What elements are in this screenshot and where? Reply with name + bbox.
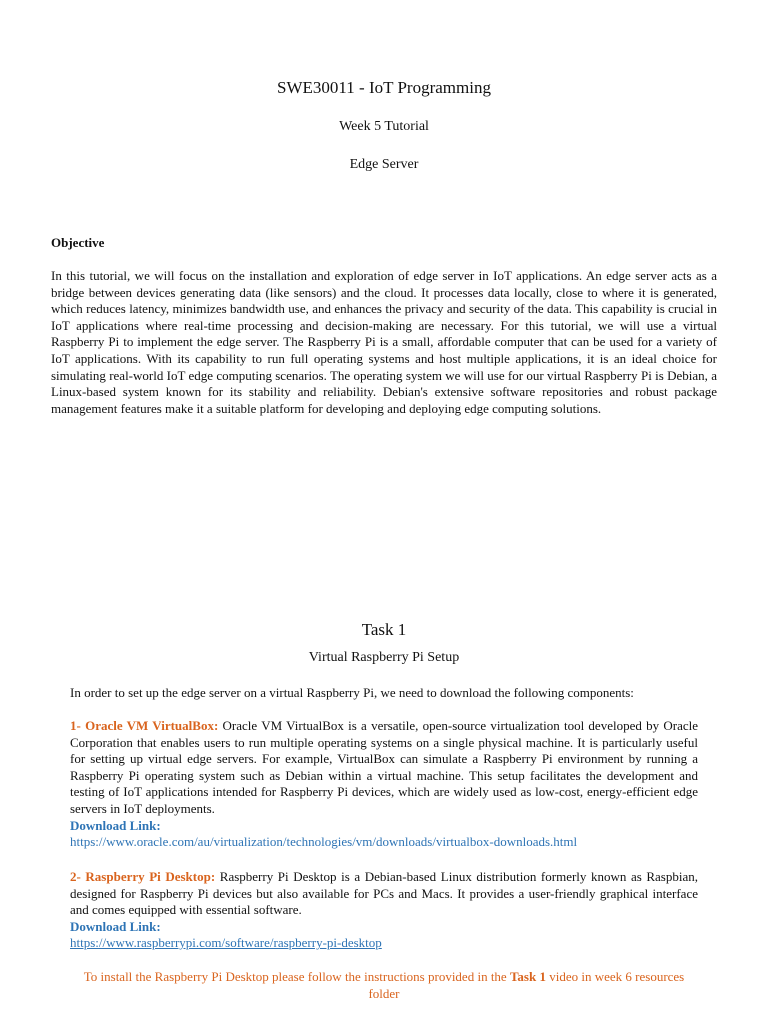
- task-subtitle: Virtual Raspberry Pi Setup: [308, 650, 460, 665]
- objective-heading: Objective: [51, 235, 105, 250]
- objective-paragraph: In this tutorial, we will focus on the installation and exploration of edge server in IoT applications. An edge server acts as a bridge between devices generating data (like sensors) and the cloud. It processes data locally, close to where it is generated, which reduces latency, minimizes bandwidth use, and enhances the privacy and security of the data. This capability is crucial in IoT applications where real-time processing and decision-making are necessary. For this tutorial, we will use a virtual Raspberry Pi to implement the edge server. The Raspberry Pi is a small, affordable computer that can be used for a variety of IoT applications. With its capability to run full operating systems and host multiple applications, it is an ideal choice for simulating real-world IoT edge computing scenarios. The operating system we will use for our virtual Raspberry Pi is Debian, a Linux-based system known for its stability and reliability. Debian's extensive software repositories and robust package management features make it a suitable platform for developing and deploying edge computing solutions.: [51, 268, 717, 416]
- component-virtualbox: [70, 718, 698, 851]
- install-note: [80, 969, 688, 1002]
- component-description: Raspberry Pi Desktop is a Debian-based Linux distribution formerly known as Raspbian, designed for Raspberry Pi devices but also available for PCs and Macs. It provides a user-friendly graphical interface and comes equipped with essential software.: [70, 869, 699, 918]
- download-label: Download Link:: [70, 817, 161, 833]
- document-topic: Edge Server: [349, 157, 419, 172]
- document-title: SWE30011 - IoT Programming: [277, 78, 491, 97]
- task-intro: In order to set up the edge server on a virtual Raspberry Pi, we need to download the following components:: [70, 685, 634, 700]
- component-description: Oracle VM VirtualBox is a versatile, open-source virtualization tool developed by Oracle Corporation that enables users to run multiple operating systems on a single physical machine. It is particularly useful for setting up virtual edge servers. For example, VirtualBox can simulate a Raspberry Pi environment by running a Raspberry Pi operating system such as Debian within a virtual machine. This setup facilitates the development and testing of IoT applications intended for Raspberry Pi devices, which are widely used as low-cost, energy-efficient edge servers in IoT deployments.: [70, 718, 698, 816]
- component-raspberry-pi-desktop: [70, 869, 698, 952]
- document-week: Week 5 Tutorial: [339, 119, 429, 134]
- note-text-before: To install the Raspberry Pi Desktop please follow the instructions provided in the: [83, 969, 510, 984]
- raspberry-pi-desktop-download-link[interactable]: https://www.raspberrypi.com/software/raspberry-pi-desktop: [70, 935, 382, 951]
- component-title: 2- Raspberry Pi Desktop:: [70, 869, 216, 884]
- task-title: Task 1: [361, 620, 407, 639]
- virtualbox-download-link[interactable]: https://www.oracle.com/au/virtualization/technologies/vm/downloads/virtualbox-downloads.html: [70, 834, 578, 850]
- note-text-after: video in week 6 resources folder: [368, 969, 685, 1001]
- note-task-reference: Task 1: [509, 969, 546, 984]
- download-label: Download Link:: [70, 918, 161, 934]
- component-title: 1- Oracle VM VirtualBox:: [70, 718, 219, 733]
